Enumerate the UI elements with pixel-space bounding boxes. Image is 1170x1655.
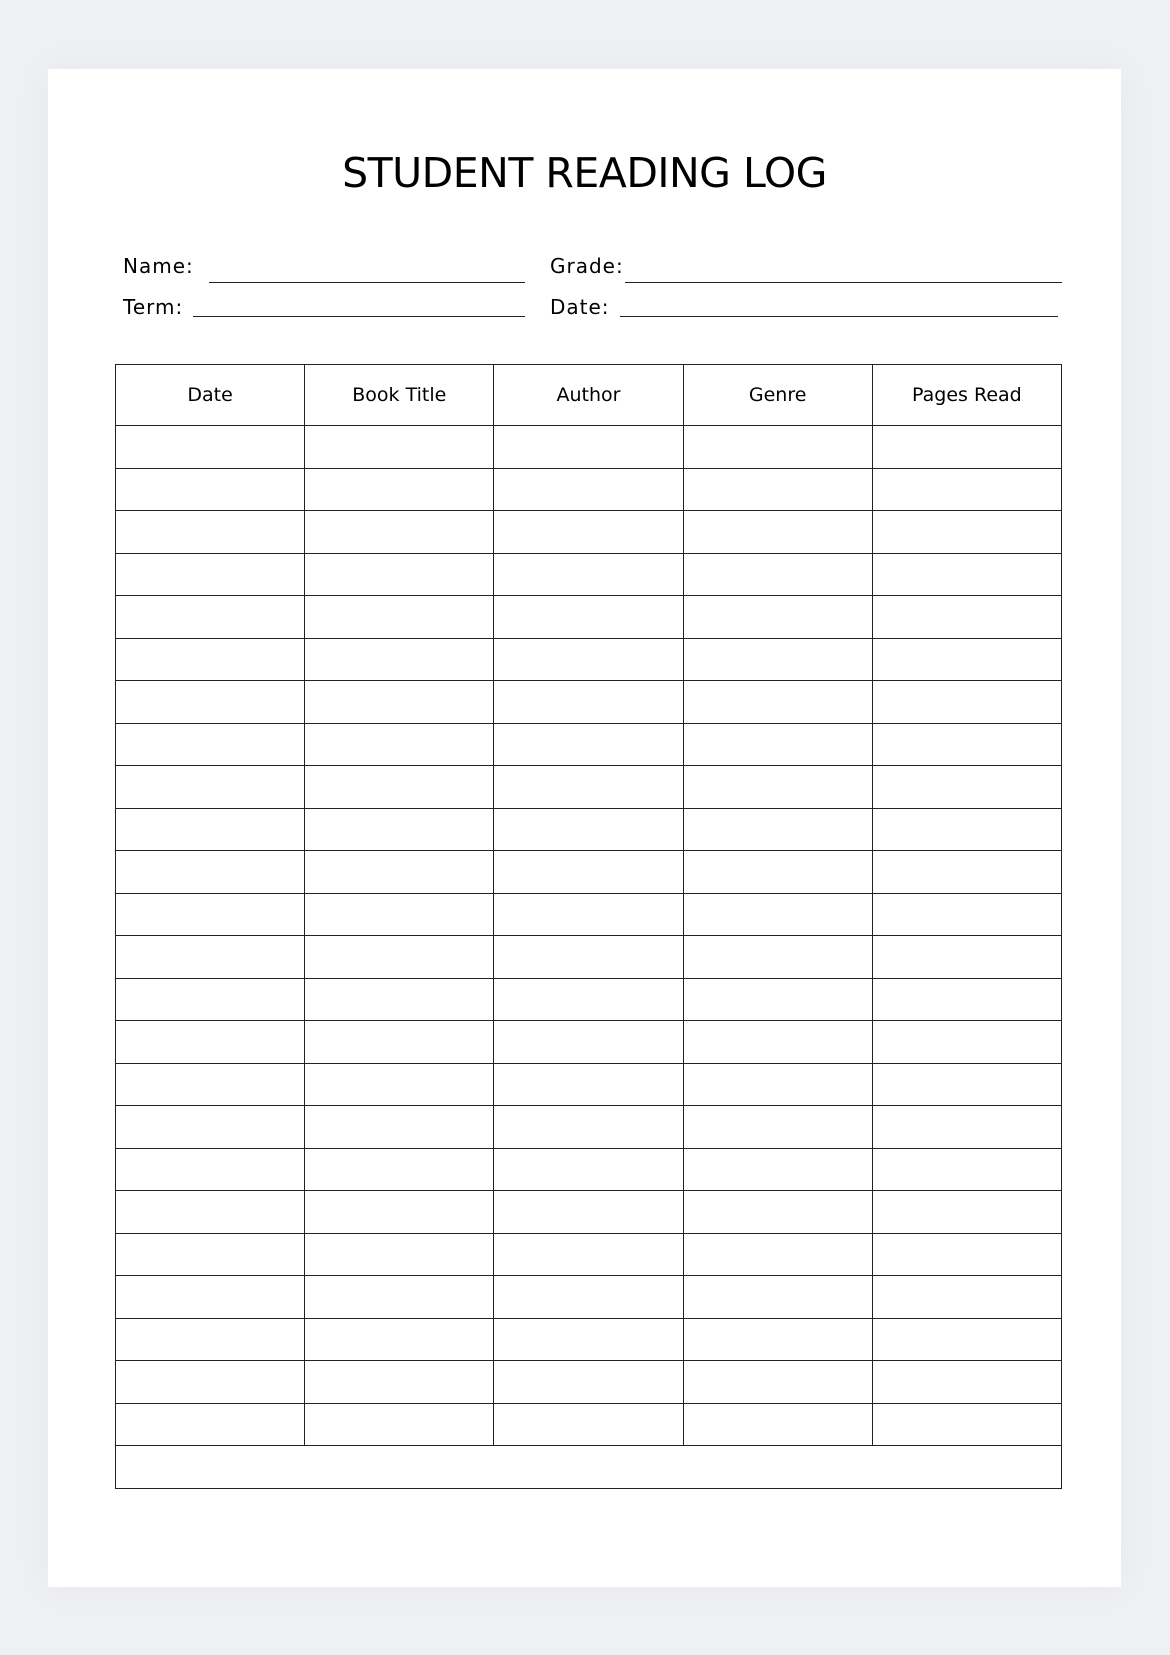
table-cell[interactable] — [494, 766, 683, 809]
name-field[interactable] — [209, 282, 525, 283]
table-cell[interactable] — [683, 1276, 872, 1319]
table-row — [116, 723, 1062, 766]
table-cell[interactable] — [683, 1191, 872, 1234]
table-cell[interactable] — [494, 1361, 683, 1404]
table-row — [116, 1148, 1062, 1191]
table-cell[interactable] — [305, 1361, 494, 1404]
table-row — [116, 1403, 1062, 1446]
table-cell[interactable] — [116, 723, 305, 766]
table-cell[interactable] — [116, 1276, 305, 1319]
table-row — [116, 893, 1062, 936]
table-row — [116, 511, 1062, 554]
table-cell[interactable] — [305, 1233, 494, 1276]
table-row — [116, 681, 1062, 724]
table-cell[interactable] — [305, 596, 494, 639]
table-row — [116, 978, 1062, 1021]
table-cell[interactable] — [494, 1148, 683, 1191]
table-row — [116, 1063, 1062, 1106]
table-cell[interactable] — [872, 936, 1061, 979]
table-cell[interactable] — [305, 1063, 494, 1106]
table-cell[interactable] — [305, 1148, 494, 1191]
column-header-date: Date — [116, 365, 305, 426]
table-cell[interactable] — [683, 681, 872, 724]
table-row — [116, 1106, 1062, 1149]
table-cell[interactable] — [305, 1021, 494, 1064]
table-cell[interactable] — [872, 1021, 1061, 1064]
table-cell[interactable] — [494, 893, 683, 936]
column-header-author: Author — [494, 365, 683, 426]
table-cell[interactable] — [116, 1318, 305, 1361]
table-cell[interactable] — [872, 468, 1061, 511]
table-cell[interactable] — [116, 766, 305, 809]
table-cell[interactable] — [494, 1106, 683, 1149]
table-cell[interactable] — [305, 638, 494, 681]
table-cell[interactable] — [872, 893, 1061, 936]
table-cell[interactable] — [116, 426, 305, 469]
table-cell[interactable] — [116, 1063, 305, 1106]
table-cell[interactable] — [872, 1148, 1061, 1191]
table-cell[interactable] — [116, 1403, 305, 1446]
table-cell[interactable] — [872, 638, 1061, 681]
table-cell[interactable] — [872, 511, 1061, 554]
table-row — [116, 766, 1062, 809]
table-cell[interactable] — [305, 511, 494, 554]
table-cell[interactable] — [305, 1106, 494, 1149]
table-cell[interactable] — [494, 1021, 683, 1064]
reading-log-sheet — [48, 69, 1121, 1587]
table-cell[interactable] — [305, 468, 494, 511]
table-cell[interactable] — [683, 638, 872, 681]
column-header-pages-read: Pages Read — [872, 365, 1061, 426]
table-row — [116, 638, 1062, 681]
table-cell[interactable] — [872, 808, 1061, 851]
table-cell[interactable] — [872, 596, 1061, 639]
table-cell[interactable] — [683, 893, 872, 936]
table-cell[interactable] — [872, 1106, 1061, 1149]
table-row — [116, 1361, 1062, 1404]
table-row — [116, 468, 1062, 511]
table-cell[interactable] — [116, 851, 305, 894]
table-cell[interactable] — [305, 766, 494, 809]
table-cell[interactable] — [683, 1063, 872, 1106]
table-cell[interactable] — [872, 1403, 1061, 1446]
column-header-book-title: Book Title — [305, 365, 494, 426]
table-cell[interactable] — [872, 723, 1061, 766]
table-cell[interactable] — [872, 1191, 1061, 1234]
table-cell[interactable] — [305, 1403, 494, 1446]
table-cell[interactable] — [683, 596, 872, 639]
table-row — [116, 1021, 1062, 1064]
table-cell[interactable] — [116, 596, 305, 639]
table-cell[interactable] — [494, 426, 683, 469]
table-cell[interactable] — [494, 553, 683, 596]
table-cell[interactable] — [116, 808, 305, 851]
table-cell[interactable] — [872, 426, 1061, 469]
table-cell[interactable] — [494, 808, 683, 851]
table-cell[interactable] — [494, 1318, 683, 1361]
table-cell[interactable] — [116, 638, 305, 681]
table-cell[interactable] — [116, 936, 305, 979]
grade-label: Grade: — [550, 254, 624, 278]
table-cell[interactable] — [872, 1361, 1061, 1404]
table-cell[interactable] — [494, 978, 683, 1021]
table-cell[interactable] — [494, 511, 683, 554]
table-cell[interactable] — [494, 681, 683, 724]
table-cell[interactable] — [683, 1021, 872, 1064]
term-label: Term: — [123, 295, 184, 319]
table-cell[interactable] — [305, 808, 494, 851]
grade-field[interactable] — [625, 282, 1062, 283]
table-cell[interactable] — [872, 1063, 1061, 1106]
table-cell[interactable] — [494, 1191, 683, 1234]
table-cell[interactable] — [683, 978, 872, 1021]
date-field[interactable] — [620, 316, 1058, 317]
table-body — [116, 426, 1062, 1489]
table-row — [116, 553, 1062, 596]
reading-log-table — [115, 364, 1062, 1489]
table-cell[interactable] — [116, 978, 305, 1021]
table-cell[interactable] — [683, 426, 872, 469]
table-cell[interactable] — [116, 893, 305, 936]
table-cell[interactable] — [305, 893, 494, 936]
table-cell[interactable] — [683, 1233, 872, 1276]
table-cell[interactable] — [683, 553, 872, 596]
table-row — [116, 1318, 1062, 1361]
table-cell[interactable] — [305, 426, 494, 469]
table-cell[interactable] — [872, 1233, 1061, 1276]
table-cell[interactable] — [494, 1233, 683, 1276]
table-cell[interactable] — [494, 936, 683, 979]
page-title: STUDENT READING LOG — [342, 149, 827, 197]
table-cell[interactable] — [872, 1276, 1061, 1319]
term-field[interactable] — [193, 316, 525, 317]
table-cell[interactable] — [683, 1318, 872, 1361]
table-row — [116, 851, 1062, 894]
table-row — [116, 596, 1062, 639]
table-cell[interactable] — [683, 1148, 872, 1191]
table-cell[interactable] — [305, 553, 494, 596]
table-cell[interactable] — [305, 936, 494, 979]
table-cell[interactable] — [683, 1106, 872, 1149]
table-cell[interactable] — [872, 766, 1061, 809]
table-cell[interactable] — [116, 553, 305, 596]
table-cell[interactable] — [683, 766, 872, 809]
table-cell[interactable] — [116, 681, 305, 724]
table-cell[interactable] — [683, 1361, 872, 1404]
table-cell[interactable] — [116, 1233, 305, 1276]
table-cell[interactable] — [494, 596, 683, 639]
table-cell[interactable] — [116, 1148, 305, 1191]
table-cell[interactable] — [494, 638, 683, 681]
table-cell[interactable] — [872, 978, 1061, 1021]
table-header-row — [116, 365, 1062, 426]
table-cell[interactable] — [683, 851, 872, 894]
table-row — [116, 808, 1062, 851]
table-row — [116, 426, 1062, 469]
table-cell[interactable] — [494, 723, 683, 766]
table-cell[interactable] — [116, 468, 305, 511]
table-cell[interactable] — [116, 1446, 1062, 1489]
table-cell[interactable] — [305, 1318, 494, 1361]
table-cell[interactable] — [116, 1021, 305, 1064]
table-cell[interactable] — [305, 851, 494, 894]
table-cell[interactable] — [494, 851, 683, 894]
table-cell[interactable] — [494, 468, 683, 511]
table-cell[interactable] — [305, 681, 494, 724]
table-cell[interactable] — [305, 978, 494, 1021]
table-row — [116, 1276, 1062, 1319]
table-cell[interactable] — [305, 723, 494, 766]
name-label: Name: — [123, 254, 194, 278]
table-cell[interactable] — [872, 553, 1061, 596]
table-cell[interactable] — [683, 468, 872, 511]
table-cell[interactable] — [116, 1191, 305, 1234]
table-cell[interactable] — [494, 1063, 683, 1106]
table-row — [116, 1233, 1062, 1276]
table-row — [116, 936, 1062, 979]
table-cell[interactable] — [116, 1106, 305, 1149]
table-cell[interactable] — [683, 808, 872, 851]
table-cell[interactable] — [494, 1403, 683, 1446]
date-label: Date: — [550, 295, 610, 319]
table-cell[interactable] — [872, 681, 1061, 724]
table-cell[interactable] — [683, 723, 872, 766]
table-cell[interactable] — [305, 1276, 494, 1319]
table-cell[interactable] — [305, 1191, 494, 1234]
table-cell[interactable] — [683, 1403, 872, 1446]
table-cell[interactable] — [872, 1318, 1061, 1361]
table-cell[interactable] — [872, 851, 1061, 894]
table-row — [116, 1191, 1062, 1234]
table-cell[interactable] — [683, 511, 872, 554]
table-cell[interactable] — [116, 511, 305, 554]
table-cell[interactable] — [116, 1361, 305, 1404]
table-row — [116, 1446, 1062, 1489]
column-header-genre: Genre — [683, 365, 872, 426]
table-cell[interactable] — [683, 936, 872, 979]
table-cell[interactable] — [494, 1276, 683, 1319]
